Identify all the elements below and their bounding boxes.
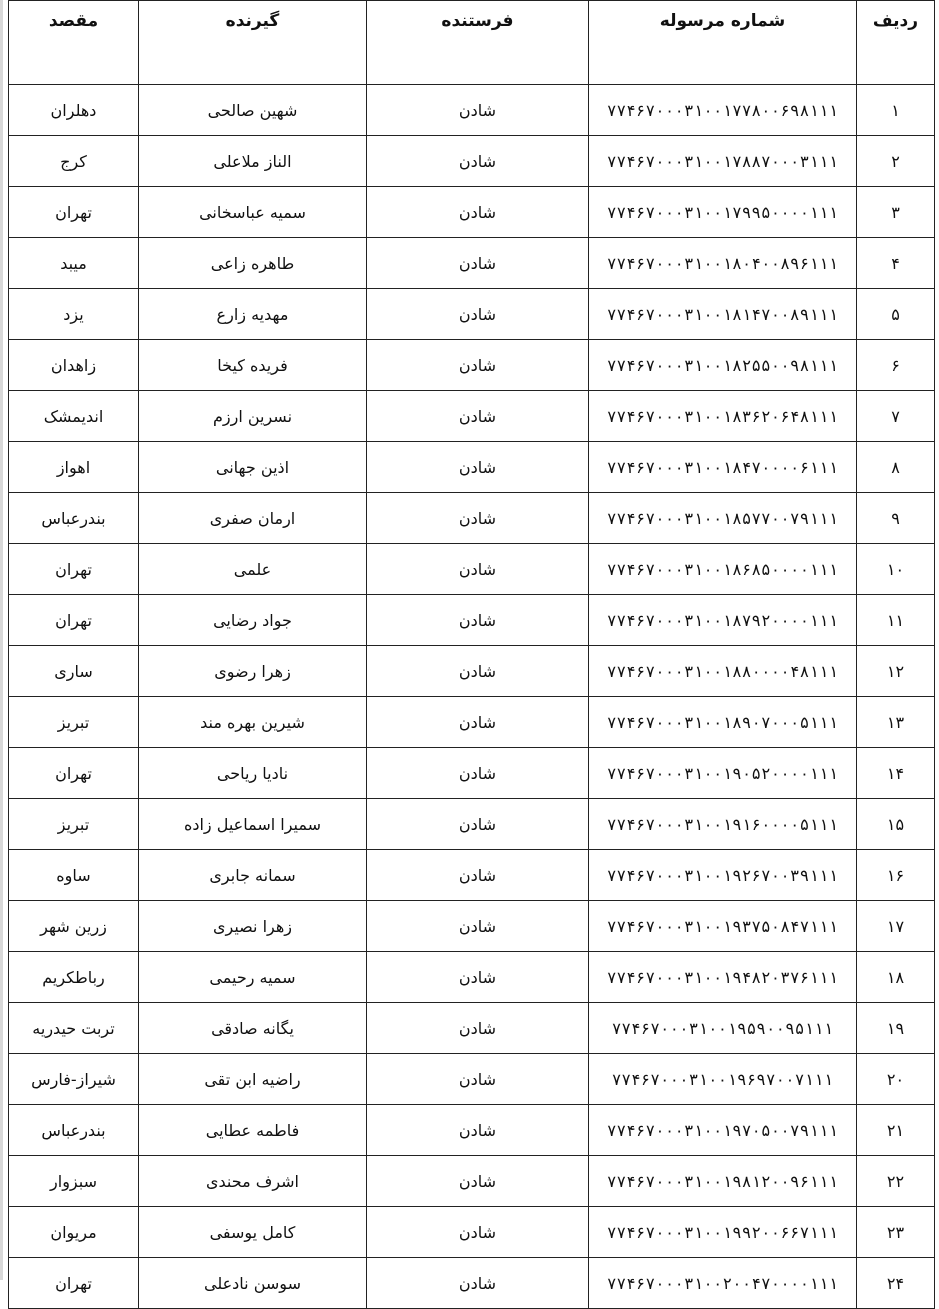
destination-cell: تربت حیدریه [9,1003,139,1054]
table-row [9,391,935,442]
table-row [9,544,935,595]
row-number-cell: ۶ [857,340,935,391]
destination-cell: کرج [9,136,139,187]
tracking-number-cell: ۷۷۴۶۷۰۰۰۳۱۰۰۱۹۲۶۷۰۰۳۹۱۱۱ [589,850,857,901]
table-row [9,952,935,1003]
row-number-cell: ۱۸ [857,952,935,1003]
receiver-cell: راضیه ابن تقی [139,1054,367,1105]
receiver-cell: ارمان صفری [139,493,367,544]
tracking-number-cell: ۷۷۴۶۷۰۰۰۳۱۰۰۲۰۰۴۷۰۰۰۰۱۱۱ [589,1258,857,1309]
header-receiver: گیرنده [139,1,367,85]
header-destination: مقصد [9,1,139,85]
table-row [9,901,935,952]
receiver-cell: فاطمه عطایی [139,1105,367,1156]
destination-cell: یزد [9,289,139,340]
row-number-cell: ۸ [857,442,935,493]
sender-cell: شادن [367,289,589,340]
tracking-number-cell: ۷۷۴۶۷۰۰۰۳۱۰۰۱۸۷۹۲۰۰۰۰۱۱۱ [589,595,857,646]
receiver-cell: مهدیه زارع [139,289,367,340]
tracking-number-cell: ۷۷۴۶۷۰۰۰۳۱۰۰۱۸۴۷۰۰۰۰۶۱۱۱ [589,442,857,493]
sender-cell: شادن [367,595,589,646]
destination-cell: تهران [9,187,139,238]
receiver-cell: سمیه عباسخانی [139,187,367,238]
sender-cell: شادن [367,493,589,544]
table-row [9,1207,935,1258]
destination-cell: اهواز [9,442,139,493]
row-number-cell: ۱۷ [857,901,935,952]
tracking-number-cell: ۷۷۴۶۷۰۰۰۳۱۰۰۱۷۷۸۰۰۶۹۸۱۱۱ [589,85,857,136]
page-edge [0,0,3,1280]
sender-cell: شادن [367,952,589,1003]
table-row [9,442,935,493]
sender-cell: شادن [367,85,589,136]
sender-cell: شادن [367,1258,589,1309]
table-body [9,85,935,1309]
sender-cell: شادن [367,442,589,493]
sender-cell: شادن [367,544,589,595]
table-row [9,493,935,544]
table-row [9,289,935,340]
row-number-cell: ۳ [857,187,935,238]
sender-cell: شادن [367,1054,589,1105]
tracking-number-cell: ۷۷۴۶۷۰۰۰۳۱۰۰۱۸۶۸۵۰۰۰۰۱۱۱ [589,544,857,595]
row-number-cell: ۱۴ [857,748,935,799]
sender-cell: شادن [367,340,589,391]
receiver-cell: نادیا ریاحی [139,748,367,799]
receiver-cell: سمیرا اسماعیل زاده [139,799,367,850]
tracking-number-cell: ۷۷۴۶۷۰۰۰۳۱۰۰۱۹۸۱۲۰۰۹۶۱۱۱ [589,1156,857,1207]
destination-cell: زاهدان [9,340,139,391]
row-number-cell: ۱۹ [857,1003,935,1054]
tracking-number-cell: ۷۷۴۶۷۰۰۰۳۱۰۰۱۸۳۶۲۰۶۴۸۱۱۱ [589,391,857,442]
destination-cell: رباطکریم [9,952,139,1003]
destination-cell: میبد [9,238,139,289]
destination-cell: ساری [9,646,139,697]
destination-cell: دهلران [9,85,139,136]
receiver-cell: شهین صالحی [139,85,367,136]
tracking-number-cell: ۷۷۴۶۷۰۰۰۳۱۰۰۱۹۵۹۰۰۹۵۱۱۱ [589,1003,857,1054]
receiver-cell: اذین جهانی [139,442,367,493]
destination-cell: سبزوار [9,1156,139,1207]
tracking-number-cell: ۷۷۴۶۷۰۰۰۳۱۰۰۱۷۸۸۷۰۰۰۳۱۱۱ [589,136,857,187]
table-row [9,697,935,748]
tracking-number-cell: ۷۷۴۶۷۰۰۰۳۱۰۰۱۹۴۸۲۰۳۷۶۱۱۱ [589,952,857,1003]
table-row [9,646,935,697]
receiver-cell: زهرا نصیری [139,901,367,952]
sender-cell: شادن [367,697,589,748]
sender-cell: شادن [367,1105,589,1156]
tracking-number-cell: ۷۷۴۶۷۰۰۰۳۱۰۰۱۸۲۵۵۰۰۹۸۱۱۱ [589,340,857,391]
tracking-number-cell: ۷۷۴۶۷۰۰۰۳۱۰۰۱۹۷۰۵۰۰۷۹۱۱۱ [589,1105,857,1156]
table-row [9,595,935,646]
table-row [9,238,935,289]
sender-cell: شادن [367,1003,589,1054]
destination-cell: زرین شهر [9,901,139,952]
header-row [9,1,935,85]
destination-cell: شیراز-فارس [9,1054,139,1105]
sender-cell: شادن [367,391,589,442]
destination-cell: بندرعباس [9,493,139,544]
tracking-number-cell: ۷۷۴۶۷۰۰۰۳۱۰۰۱۸۰۴۰۰۸۹۶۱۱۱ [589,238,857,289]
table-header [9,1,935,85]
row-number-cell: ۱۶ [857,850,935,901]
row-number-cell: ۱ [857,85,935,136]
sender-cell: شادن [367,799,589,850]
table-row [9,1258,935,1309]
sender-cell: شادن [367,238,589,289]
receiver-cell: زهرا رضوی [139,646,367,697]
sender-cell: شادن [367,1207,589,1258]
row-number-cell: ۱۵ [857,799,935,850]
sender-cell: شادن [367,136,589,187]
receiver-cell: کامل یوسفی [139,1207,367,1258]
header-sender: فرستنده [367,1,589,85]
tracking-number-cell: ۷۷۴۶۷۰۰۰۳۱۰۰۱۹۱۶۰۰۰۰۵۱۱۱ [589,799,857,850]
header-tracking-number: شماره مرسوله [589,1,857,85]
tracking-number-cell: ۷۷۴۶۷۰۰۰۳۱۰۰۱۸۵۷۷۰۰۷۹۱۱۱ [589,493,857,544]
row-number-cell: ۷ [857,391,935,442]
row-number-cell: ۹ [857,493,935,544]
table-row [9,1054,935,1105]
destination-cell: تهران [9,544,139,595]
table-row [9,850,935,901]
table-row [9,1105,935,1156]
receiver-cell: نسرین ارزم [139,391,367,442]
row-number-cell: ۱۱ [857,595,935,646]
receiver-cell: شیرین بهره مند [139,697,367,748]
row-number-cell: ۲۳ [857,1207,935,1258]
destination-cell: بندرعباس [9,1105,139,1156]
destination-cell: تبریز [9,799,139,850]
row-number-cell: ۱۳ [857,697,935,748]
tracking-number-cell: ۷۷۴۶۷۰۰۰۳۱۰۰۱۸۸۰۰۰۰۴۸۱۱۱ [589,646,857,697]
row-number-cell: ۲۱ [857,1105,935,1156]
tracking-number-cell: ۷۷۴۶۷۰۰۰۳۱۰۰۱۹۳۷۵۰۸۴۷۱۱۱ [589,901,857,952]
tracking-number-cell: ۷۷۴۶۷۰۰۰۳۱۰۰۱۸۱۴۷۰۰۸۹۱۱۱ [589,289,857,340]
header-row-number: ردیف [857,1,935,85]
shipments-table [8,0,935,1309]
receiver-cell: اشرف محندی [139,1156,367,1207]
receiver-cell: الناز ملاعلی [139,136,367,187]
tracking-number-cell: ۷۷۴۶۷۰۰۰۳۱۰۰۱۹۰۵۲۰۰۰۰۱۱۱ [589,748,857,799]
row-number-cell: ۲۰ [857,1054,935,1105]
table-row [9,85,935,136]
receiver-cell: سوسن نادعلی [139,1258,367,1309]
table-row [9,799,935,850]
row-number-cell: ۲ [857,136,935,187]
tracking-number-cell: ۷۷۴۶۷۰۰۰۳۱۰۰۱۹۹۲۰۰۶۶۷۱۱۱ [589,1207,857,1258]
sender-cell: شادن [367,646,589,697]
row-number-cell: ۱۰ [857,544,935,595]
sender-cell: شادن [367,850,589,901]
receiver-cell: طاهره زاعی [139,238,367,289]
table-row [9,136,935,187]
destination-cell: ساوه [9,850,139,901]
row-number-cell: ۲۲ [857,1156,935,1207]
row-number-cell: ۴ [857,238,935,289]
row-number-cell: ۲۴ [857,1258,935,1309]
destination-cell: تهران [9,748,139,799]
receiver-cell: فریده کیخا [139,340,367,391]
row-number-cell: ۵ [857,289,935,340]
sender-cell: شادن [367,1156,589,1207]
table-row [9,340,935,391]
table-row [9,1003,935,1054]
destination-cell: تهران [9,1258,139,1309]
receiver-cell: سمیه رحیمی [139,952,367,1003]
receiver-cell: سمانه جابری [139,850,367,901]
destination-cell: تبریز [9,697,139,748]
tracking-number-cell: ۷۷۴۶۷۰۰۰۳۱۰۰۱۷۹۹۵۰۰۰۰۱۱۱ [589,187,857,238]
row-number-cell: ۱۲ [857,646,935,697]
tracking-number-cell: ۷۷۴۶۷۰۰۰۳۱۰۰۱۸۹۰۷۰۰۰۵۱۱۱ [589,697,857,748]
sender-cell: شادن [367,901,589,952]
table-row [9,1156,935,1207]
receiver-cell: جواد رضایی [139,595,367,646]
destination-cell: اندیمشک [9,391,139,442]
table-row [9,748,935,799]
receiver-cell: یگانه صادقی [139,1003,367,1054]
tracking-number-cell: ۷۷۴۶۷۰۰۰۳۱۰۰۱۹۶۹۷۰۰۷۱۱۱ [589,1054,857,1105]
table-row [9,187,935,238]
destination-cell: تهران [9,595,139,646]
receiver-cell: علمی [139,544,367,595]
destination-cell: مریوان [9,1207,139,1258]
sender-cell: شادن [367,187,589,238]
sender-cell: شادن [367,748,589,799]
